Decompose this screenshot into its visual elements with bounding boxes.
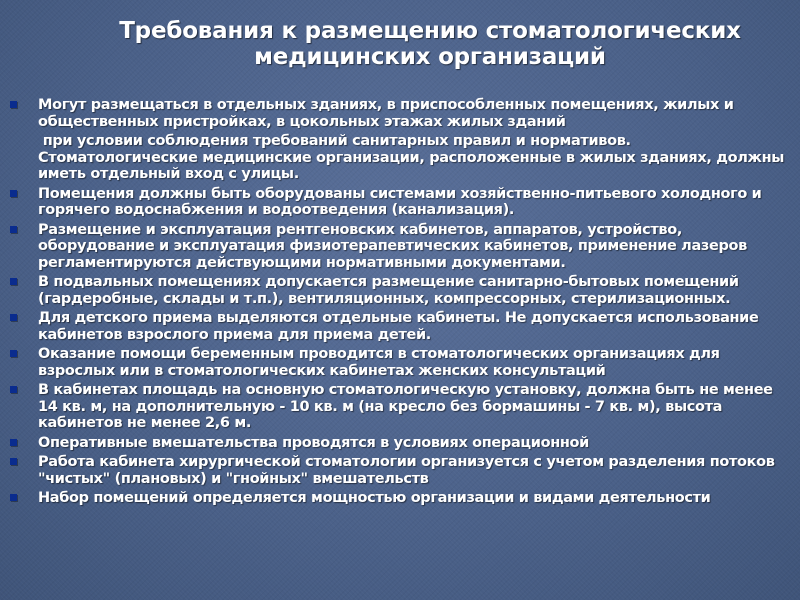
list-item (0, 186, 800, 219)
square-bullet-icon (10, 386, 17, 393)
square-bullet-icon (10, 350, 17, 357)
list-item-text: В подвальных помещениях допускается размещение санитарно-бытовых помещений (гардеробные, склады и т.п.), вентиляционных, компрессорных, стерилизационных. (38, 274, 739, 307)
list-item (0, 346, 800, 379)
list-item (0, 454, 800, 487)
list-item-text: Оказание помощи беременным проводится в стоматологических организациях для взрослых или в стоматологических кабинетах женских консультаций (38, 346, 720, 379)
list-item (0, 490, 800, 507)
list-item-text: Оперативные вмешательства проводятся в условиях операционной (38, 434, 589, 451)
bullet-list (0, 97, 800, 510)
square-bullet-icon (10, 101, 17, 108)
list-item-text: при условии соблюдения требований санитарных правил и нормативов. Стоматологические медицинские организации, расположенные в жилых зданиях, должны иметь отдельный вход с улицы. (38, 133, 789, 182)
square-bullet-icon (10, 458, 17, 465)
list-item (0, 274, 800, 307)
slide-title-line-1: Требования к размещению стоматологических (119, 18, 741, 44)
list-item-text: Для детского приема выделяются отдельные кабинеты. Не допускается использование кабинетов взрослого приема для приема детей. (38, 310, 759, 343)
list-item (0, 435, 800, 452)
square-bullet-icon (10, 494, 17, 501)
square-bullet-icon (10, 190, 17, 197)
square-bullet-icon (10, 226, 17, 233)
square-bullet-icon (10, 278, 17, 285)
list-item (0, 310, 800, 343)
list-item-text: Набор помещений определяется мощностью организации и видами деятельности (38, 490, 711, 506)
list-item-text: Могут размещаться в отдельных зданиях, в приспособленных помещениях, жилых и общественных пристройках, в цокольных этажах жилых зданий (38, 97, 734, 130)
slide-title-line-2: медицинских организаций (254, 44, 606, 70)
list-item (0, 97, 800, 130)
square-bullet-icon (10, 439, 17, 446)
slide-title (60, 18, 800, 70)
list-item (0, 222, 800, 272)
list-item-text: Размещение и эксплуатация рентгеновских кабинетов, аппаратов, устройство, оборудование и эксплуатация физиотерапевтических кабинетов, применение лазеров регламентируются действующими нормативными документами. (38, 221, 747, 271)
list-item (0, 382, 800, 432)
list-item-text: Помещения должны быть оборудованы системами хозяйственно-питьевого холодного и горячего водоснабжения и водоотведения (канализация). (38, 185, 762, 218)
list-item-continuation (0, 133, 800, 183)
list-item-text: Работа кабинета хирургической стоматологии организуется с учетом разделения потоков "чистых" (плановых) и "гнойных" вмешательств (38, 454, 775, 487)
square-bullet-icon (10, 314, 17, 321)
list-item-text: В кабинетах площадь на основную стоматологическую установку, должна быть не менее 14 кв. м, на дополнительную - 10 кв. м (на кресло без бормашины - 7 кв. м), высота кабинетов не менее 2,6 м. (38, 382, 773, 431)
